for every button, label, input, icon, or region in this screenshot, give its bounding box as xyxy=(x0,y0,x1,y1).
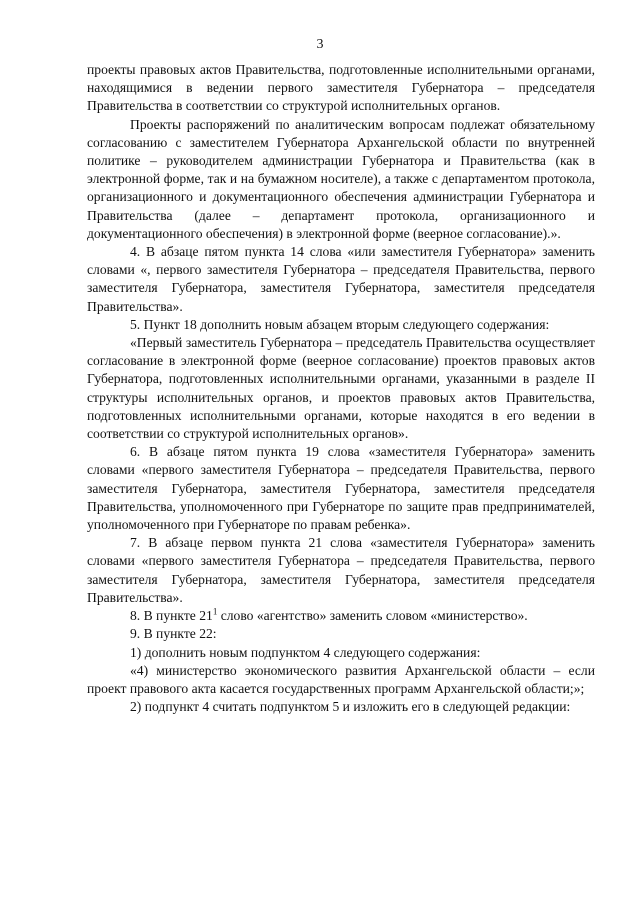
item-8-text-after: слово «агентство» заменить словом «министерство». xyxy=(217,608,528,624)
item-8-superscript: 1 xyxy=(212,606,218,617)
paragraph-item-6: 6. В абзаце пятом пункта 19 слова «заместителя Губернатора» заменить словами «первого заместителя Губернатора – председателя Правительства, первого заместителя Губернатора, заместителя Губернатора, заместителя председателя Правительства, уполномоченного при Губернаторе по защите прав предпринимателей, уполномоченного при Губернаторе по правам ребенка». xyxy=(87,444,595,533)
paragraph-subitem-1-quote: «4) министерство экономического развития Архангельской области – если проект правового акта касается государственных программ Архангельской области;»; xyxy=(87,662,595,696)
paragraph-item-7: 7. В абзаце первом пункта 21 слова «заместителя Губернатора» заменить словами «первого заместителя Губернатора – председателя Правительства, первого заместителя Губернатора, заместителя Губернатора, заместителя председателя Правительства». xyxy=(87,535,595,605)
paragraph-continuation: проекты правовых актов Правительства, подготовленные исполнительными органами, находящимися в ведении первого заместителя Губернатора – председателя Правительства в соответствии со структурой исполнительных органов. xyxy=(87,62,595,114)
page-number: 3 xyxy=(316,37,324,52)
paragraph-subitem-1: 1) дополнить новым подпунктом 4 следующего содержания: xyxy=(130,644,481,660)
paragraph-item-8 xyxy=(87,607,595,625)
paragraph-analytical-orders: Проекты распоряжений по аналитическим вопросам подлежат обязательному согласованию с заместителем Губернатора Архангельской области по внутренней политике – руководителем администрации Губернатора и Правительства (как в электронной форме, так и на бумажном носителе), а также с департаментом протокола, организационного и документационного обеспечения администрации Губернатора и Правительства (далее – департамент протокола, организационного и документационного обеспечения) в электронной форме (веерное согласование).». xyxy=(87,116,595,241)
paragraph-item-9: 9. В пункте 22: xyxy=(130,626,217,642)
paragraph-item-5: 5. Пункт 18 дополнить новым абзацем вторым следующего содержания: xyxy=(130,316,550,332)
paragraph-item-5-quote: «Первый заместитель Губернатора – председатель Правительства осуществляет согласование в электронной форме (веерное согласование) проектов правовых актов Губернатора, подготовленных исполнительными органами, указанными в разделе II структуры исполнительных органов, и проектов правовых актов Правительства, подготовленных исполнительными органами, которые находятся в его ведении в соответствии со структурой исполнительных органов». xyxy=(87,335,595,442)
paragraph-item-4: 4. В абзаце пятом пункта 14 слова «или заместителя Губернатора» заменить словами «, первого заместителя Губернатора – председателя Правительства, первого заместителя Губернатора, заместителя Губернатора, заместителя председателя Правительства». xyxy=(87,244,595,314)
item-8-text-before: 8. В пункте 21 xyxy=(130,608,213,624)
paragraph-subitem-2: 2) подпункт 4 считать подпунктом 5 и изложить его в следующей редакции: xyxy=(130,699,571,715)
document-body xyxy=(87,61,595,716)
